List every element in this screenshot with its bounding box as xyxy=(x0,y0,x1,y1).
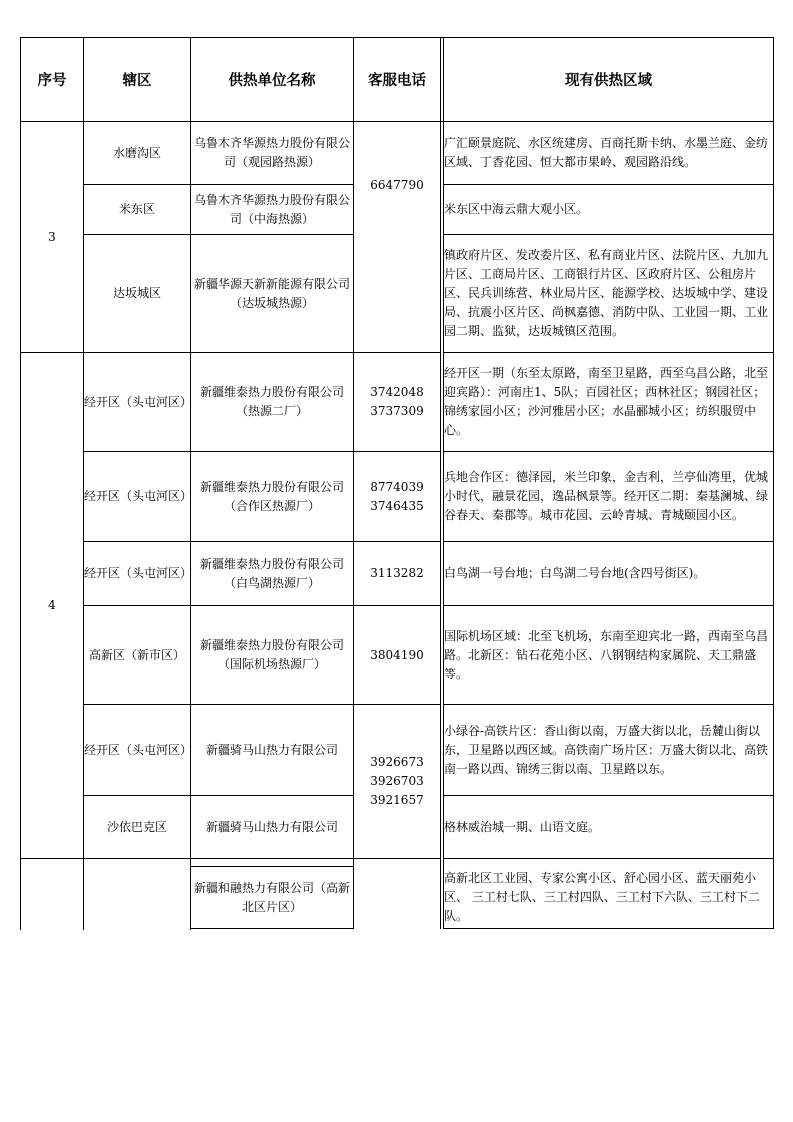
table-row xyxy=(21,452,774,542)
phone-number: 3737309 xyxy=(370,404,424,418)
phone-cell xyxy=(354,353,441,452)
header-row xyxy=(21,38,774,122)
unit-cell: 新疆和融热力有限公司（高新北区片区） xyxy=(191,867,354,929)
table-row xyxy=(21,542,774,606)
district-cell xyxy=(84,859,191,929)
unit-cell: 新疆骑马山热力有限公司 xyxy=(191,705,354,796)
unit-cell: 新疆华源天新新能源有限公司（达坂城热源） xyxy=(191,235,354,353)
phone-cell xyxy=(354,452,441,542)
phone-number: 8774039 xyxy=(370,479,424,494)
area-cell: 格林威治城一期、山语文庭。 xyxy=(444,796,774,859)
district-cell: 经开区（头屯河区） xyxy=(84,705,191,796)
unit-cell: 乌鲁木齐华源热力股份有限公司（观园路热源） xyxy=(191,122,354,185)
district-cell: 经开区（头屯河区） xyxy=(84,452,191,542)
unit-cell: 新疆维泰热力股份有限公司（国际机场热源厂） xyxy=(191,606,354,705)
header-seq: 序号 xyxy=(21,38,84,122)
phone-number: 3926703 xyxy=(370,774,424,788)
area-cell: 白鸟湖一号台地；白鸟湖二号台地(含四号街区)。 xyxy=(444,542,774,606)
unit-cell: 新疆维泰热力股份有限公司（合作区热源厂） xyxy=(191,452,354,542)
area-cell: 兵地合作区：德泽园，米兰印象，金吉利，兰亭仙湾里，优城小时代，融景花园，逸品枫景等。经开区二期：秦基澜城、绿谷春天、秦郡等。城市花园、云岭青城、青城颐园小区。 xyxy=(444,452,774,542)
district-cell: 高新区（新市区） xyxy=(84,606,191,705)
area-cell: 高新北区工业园、专家公寓小区、舒心园小区、蓝天丽苑小区、 三工村七队、三工村四队、三工村下六队、三工村下二队。 xyxy=(444,867,774,929)
header-area: 现有供热区域 xyxy=(444,38,774,122)
unit-cell: 乌鲁木齐华源热力股份有限公司（中海热源） xyxy=(191,185,354,235)
seq-cell: 3 xyxy=(21,122,84,353)
header-district: 辖区 xyxy=(84,38,191,122)
phone-cell xyxy=(354,705,441,859)
area-cell: 米东区中海云鼎大观小区。 xyxy=(444,185,774,235)
phone-cell xyxy=(354,859,441,929)
area-cell: 广汇颐景庭院、水区统建房、百商托斯卡纳、水墨兰庭、金纺区域、丁香花园、恒大都市果岭、观园路沿线。 xyxy=(444,122,774,185)
phone-number: 3804190 xyxy=(370,647,424,662)
phone-cell xyxy=(354,542,441,606)
header-phone: 客服电话 xyxy=(354,38,441,122)
phone-number: 3746435 xyxy=(370,498,424,513)
phone-number: 3742048 xyxy=(370,385,424,399)
phone-number: 3113282 xyxy=(370,566,424,580)
table-row xyxy=(21,606,774,705)
area-cell: 镇政府片区、发改委片区、私有商业片区、法院片区、九加九片区、工商局片区、工商银行片区、区政府片区、公租房片区、民兵训练营、林业局片区、能源学校、达坂城中学、建设局、抗震小区片区、尚枫嘉德、消防中队、工业园一期、工业园二期、监狱，达坂城镇区范围。 xyxy=(444,235,774,353)
district-cell: 经开区（头屯河区） xyxy=(84,542,191,606)
area-cell: 小绿谷-高铁片区：香山街以南，万盛大街以北，岳麓山街以东，卫星路以西区域。高铁南广场片区：万盛大街以北、高铁南一路以西、锦绣三街以南、卫星路以东。 xyxy=(444,705,774,796)
district-cell: 米东区 xyxy=(84,185,191,235)
heating-table xyxy=(20,37,774,930)
area-cell: 国际机场区域：北至飞机场，东南至迎宾北一路，西南至乌昌路。北新区：钻石花苑小区、八钢钢结构家属院、天工鼎盛等。 xyxy=(444,606,774,705)
district-cell: 水磨沟区 xyxy=(84,122,191,185)
table-row xyxy=(21,353,774,452)
area-cell: 经开区一期（东至太原路，南至卫星路，西至乌昌公路，北至迎宾路）：河南庄1、5队；百园社区；西林社区；钢园社区；锦绣家园小区；沙河雅居小区；水晶郦城小区；纺织服贸中心。 xyxy=(444,353,774,452)
table-row xyxy=(21,705,774,796)
phone-number: 3926673 xyxy=(370,755,424,769)
spacer-row xyxy=(21,859,774,867)
unit-cell: 新疆维泰热力股份有限公司（热源二厂） xyxy=(191,353,354,452)
phone-cell: 6647790 xyxy=(354,122,441,353)
seq-cell xyxy=(21,859,84,929)
table-row xyxy=(21,122,774,185)
header-unit: 供热单位名称 xyxy=(191,38,354,122)
seq-cell: 4 xyxy=(21,353,84,859)
phone-cell xyxy=(354,606,441,705)
district-cell: 沙依巴克区 xyxy=(84,796,191,859)
unit-cell: 新疆骑马山热力有限公司 xyxy=(191,796,354,859)
district-cell: 经开区（头屯河区） xyxy=(84,353,191,452)
phone-number: 3921657 xyxy=(370,793,424,807)
unit-cell: 新疆维泰热力股份有限公司（白鸟湖热源厂） xyxy=(191,542,354,606)
district-cell: 达坂城区 xyxy=(84,235,191,353)
